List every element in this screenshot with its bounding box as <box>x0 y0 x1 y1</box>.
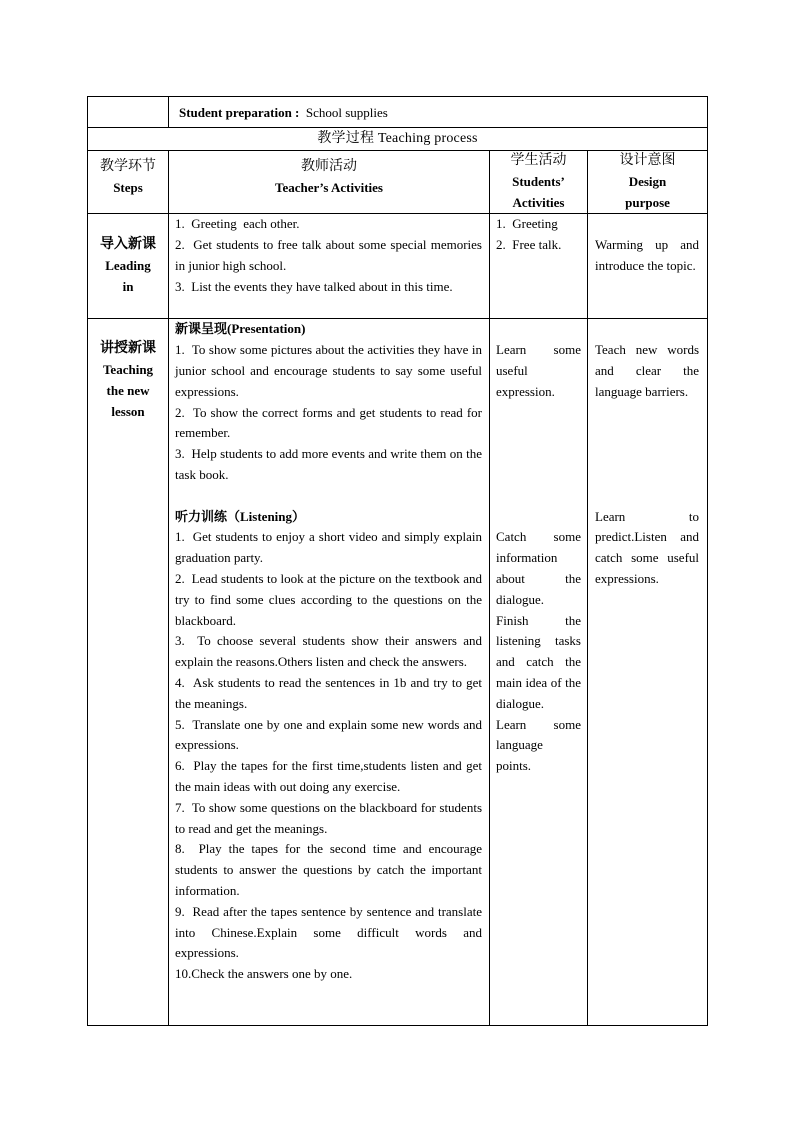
lead-in-students-item: 2. Free talk. <box>496 237 562 253</box>
teaching-stage-en-3: lesson <box>111 403 145 419</box>
students-listening-item: Catch some information about the dialogue. <box>496 529 581 607</box>
teaching-stage-en-1: Teaching <box>102 362 154 378</box>
header-teacher-cn: 教师活动 <box>301 159 357 174</box>
students-listening-item: Learn some language points. <box>496 716 581 774</box>
preparation-label: Student preparation : <box>179 105 300 120</box>
lead-in-stage <box>88 214 169 319</box>
lead-in-design-text: Warming up and introduce the topic. <box>595 237 700 274</box>
lead-in-teacher <box>169 214 490 319</box>
listening-item: 8. Play the tapes for the second time and encourage students to answer the questions by catch the important information. <box>175 841 482 898</box>
listening-item: 3. To choose several students show their answers and explain the reasons.Others listen and check the answers. <box>175 633 482 670</box>
listening-heading: 听力训练（Listening） <box>175 508 306 524</box>
preparation-cell <box>169 97 708 128</box>
teaching-design <box>588 319 708 1026</box>
listening-item: 2. Lead students to look at the picture on the textbook and try to find some clues according to the questions on the blackboard. <box>175 570 482 628</box>
listening-item: 9. Read after the tapes sentence by sentence and translate into Chinese.Explain some difficult words and expressions. <box>175 903 482 961</box>
header-steps-cn: 教学环节 <box>100 159 156 174</box>
header-students-en-2: Activities <box>512 194 565 210</box>
listening-item: 7. To show some questions on the blackboard for students to read and get the meanings. <box>175 799 482 836</box>
design-presentation: Teach new words and clear the language barriers. <box>595 342 700 399</box>
lead-in-teacher-item: 2. Get students to free talk about some special memories in junior high school. <box>175 237 482 273</box>
teaching-row <box>88 319 708 1026</box>
header-teacher <box>169 151 490 214</box>
preparation-value: School supplies <box>305 105 388 120</box>
lesson-plan-table <box>87 96 708 1026</box>
teaching-students <box>490 319 588 1026</box>
teaching-stage-en-2: the new <box>106 382 150 398</box>
header-students-cn: 学生活动 <box>510 153 567 168</box>
lead-in-stage-en-1: Leading <box>105 258 151 274</box>
lead-in-students <box>490 214 588 319</box>
presentation-item: 2. To show the correct forms and get students to read for remember. <box>175 404 482 441</box>
teaching-stage-cn: 讲授新课 <box>100 341 156 357</box>
presentation-item: 3. Help students to add more events and write them on the task book. <box>175 446 482 482</box>
lead-in-row <box>88 214 708 319</box>
header-teacher-en: Teacher’s Activities <box>275 179 383 195</box>
header-students-en-1: Students’ <box>512 173 565 189</box>
teaching-teacher <box>169 319 490 1026</box>
header-design-en-1: Design <box>628 173 667 189</box>
lead-in-stage-cn: 导入新课 <box>100 237 156 253</box>
lead-in-design <box>588 214 708 319</box>
presentation-heading: 新课呈现(Presentation) <box>175 321 306 337</box>
lead-in-students-item: 1. Greeting <box>496 216 558 232</box>
listening-item: 4. Ask students to read the sentences in 1b and try to get the meanings. <box>175 674 482 711</box>
header-steps-en: Steps <box>113 179 143 195</box>
presentation-item: 1. To show some pictures about the activities they have in junior school and encourage students to say some useful expressions. <box>175 342 482 399</box>
students-listening-item: Finish the listening tasks and catch the main idea of the dialogue. <box>496 612 581 711</box>
header-design-en-2: purpose <box>625 194 670 210</box>
process-title: 教学过程 Teaching process <box>88 128 708 151</box>
preparation-empty-cell <box>88 97 169 128</box>
header-steps <box>88 151 169 214</box>
lead-in-stage-en-2: in <box>122 278 134 294</box>
lead-in-teacher-item: 3. List the events they have talked about in this time. <box>175 278 453 294</box>
header-row <box>88 151 708 214</box>
listening-item: 5. Translate one by one and explain some new words and expressions. <box>175 716 482 753</box>
listening-item: 10.Check the answers one by one. <box>175 966 353 982</box>
listening-item: 6. Play the tapes for the first time,students listen and get the main ideas with out doing any exercise. <box>175 758 482 794</box>
lead-in-teacher-item: 1. Greeting each other. <box>175 216 300 232</box>
preparation-row <box>88 97 708 128</box>
listening-item: 1. Get students to enjoy a short video and simply explain graduation party. <box>175 529 482 566</box>
teaching-stage <box>88 319 169 1026</box>
design-listening: Learn to predict.Listen and catch some useful expressions. <box>595 508 700 586</box>
header-design-cn: 设计意图 <box>619 153 676 168</box>
process-title-row <box>88 128 708 151</box>
students-presentation: Learn some useful expression. <box>496 342 581 399</box>
header-design <box>588 151 708 214</box>
header-students <box>490 151 588 214</box>
